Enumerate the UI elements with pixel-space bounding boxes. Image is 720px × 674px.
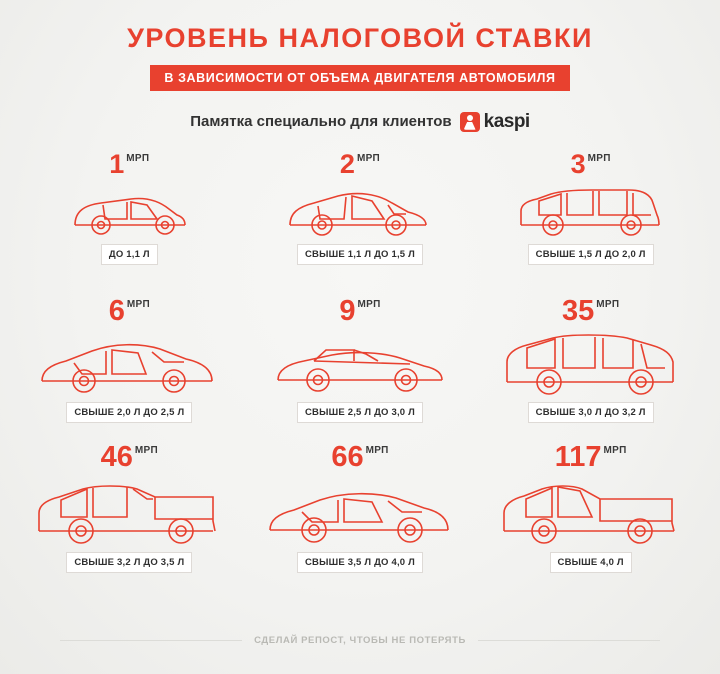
engine-range-label: СВЫШЕ 1,5 Л ДО 2,0 Л xyxy=(528,244,654,265)
rate-value-group xyxy=(475,294,706,327)
rate-number: 46 xyxy=(100,440,133,473)
engine-range-label: СВЫШЕ 4,0 Л xyxy=(550,552,632,573)
rate-value-group xyxy=(475,148,706,179)
engine-range-label: СВЫШЕ 3,2 Л ДО 3,5 Л xyxy=(66,552,192,573)
rate-number: 3 xyxy=(570,148,586,179)
vehicle-illustration xyxy=(280,180,440,244)
memo-text: Памятка специально для клиентов xyxy=(190,113,452,131)
rate-card xyxy=(14,440,245,589)
rate-unit: МРП xyxy=(126,152,150,164)
rate-number: 35 xyxy=(561,294,595,327)
kaspi-mark-icon xyxy=(460,112,480,132)
footer-text: СДЕЛАЙ РЕПОСТ, ЧТОБЫ НЕ ПОТЕРЯТЬ xyxy=(254,635,466,646)
rate-number: 117 xyxy=(554,440,602,473)
rate-number: 1 xyxy=(109,148,125,179)
pickup-icon xyxy=(496,475,686,551)
engine-range-label: СВЫШЕ 3,5 Л ДО 4,0 Л xyxy=(297,552,423,573)
rate-card xyxy=(475,294,706,443)
divider-right xyxy=(478,640,660,641)
vehicle-illustration xyxy=(61,180,197,244)
rate-card xyxy=(245,294,476,443)
kaspi-logo xyxy=(460,111,530,133)
rate-unit: МРП xyxy=(603,444,627,456)
convertible-icon xyxy=(270,330,450,400)
header xyxy=(0,0,720,133)
wagon-icon xyxy=(509,181,673,243)
rate-value-group xyxy=(14,148,245,179)
rate-number: 9 xyxy=(339,294,356,327)
rate-value-group xyxy=(245,294,476,327)
footer xyxy=(0,635,720,646)
rate-card xyxy=(245,148,476,297)
engine-range-label: СВЫШЕ 2,5 Л ДО 3,0 Л xyxy=(297,402,423,423)
vehicle-illustration xyxy=(34,328,224,402)
rate-value-group xyxy=(14,440,245,473)
hatchback-icon xyxy=(280,181,440,243)
rate-unit: МРП xyxy=(365,444,389,456)
rate-unit: МРП xyxy=(134,444,158,456)
rate-number: 2 xyxy=(339,148,355,179)
rate-value-group xyxy=(245,440,476,473)
engine-range-label: СВЫШЕ 2,0 Л ДО 2,5 Л xyxy=(66,402,192,423)
rate-value-group xyxy=(475,440,706,473)
rate-card xyxy=(14,148,245,297)
vehicle-illustration xyxy=(270,328,450,402)
rate-value-group xyxy=(14,294,245,327)
rate-unit: МРП xyxy=(357,298,381,310)
rate-card xyxy=(245,440,476,589)
vehicle-illustration xyxy=(31,474,227,552)
rate-number: 66 xyxy=(331,440,364,473)
tax-rate-grid xyxy=(0,148,720,589)
vehicle-illustration xyxy=(496,474,686,552)
rate-unit: МРП xyxy=(587,152,611,164)
rate-unit: МРП xyxy=(356,152,381,164)
suv-icon xyxy=(497,328,685,402)
rate-unit: МРП xyxy=(596,298,620,310)
engine-range-label: СВЫШЕ 3,0 Л ДО 3,2 Л xyxy=(528,402,654,423)
vehicle-illustration xyxy=(509,180,673,244)
vehicle-illustration xyxy=(262,474,458,552)
engine-range-label: ДО 1,1 Л xyxy=(101,244,158,265)
vehicle-illustration xyxy=(497,328,685,402)
page-title: УРОВЕНЬ НАЛОГОВОЙ СТАВКИ xyxy=(127,23,593,53)
sedan-icon xyxy=(34,329,224,401)
memo-row xyxy=(0,111,720,133)
rate-value-group xyxy=(245,148,476,179)
sedan-large-icon xyxy=(262,476,458,550)
divider-left xyxy=(60,640,242,641)
kaspi-wordmark: kaspi xyxy=(483,110,530,132)
rate-unit: МРП xyxy=(126,298,150,310)
engine-range-label: СВЫШЕ 1,1 Л ДО 1,5 Л xyxy=(297,244,423,265)
subtitle-banner: В ЗАВИСИМОСТИ ОТ ОБЪЕМА ДВИГАТЕЛЯ АВТОМОБИЛЯ xyxy=(150,65,569,91)
pickup-crew-icon xyxy=(31,475,227,551)
hatchback-small-icon xyxy=(61,181,197,243)
rate-number: 6 xyxy=(108,294,125,327)
rate-card xyxy=(14,294,245,443)
rate-card xyxy=(475,440,706,589)
rate-card xyxy=(475,148,706,297)
